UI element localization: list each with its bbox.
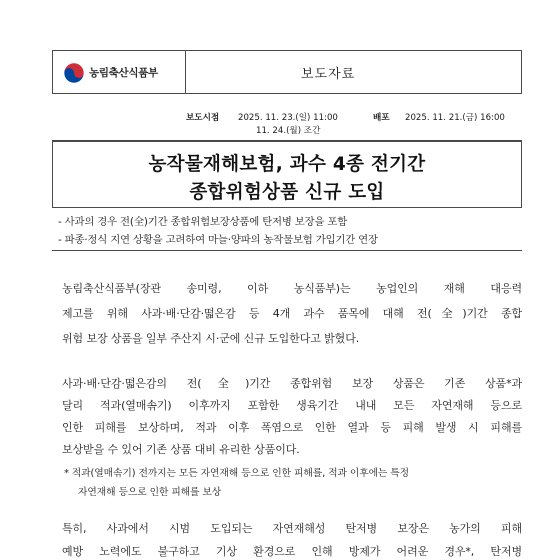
document-type: 보도자료 — [301, 67, 356, 82]
subtitle-bullet: - 파종·정식 지연 상황을 고려하여 마늘·양파의 농작물보험 가입기간 연장 — [58, 234, 378, 246]
distribution-label: 배포 — [373, 113, 390, 123]
body-line: 예방 노력에도 불구하고 기상 환경으로 인해 방제가 어려운 경우*, 탄저병 — [62, 545, 522, 558]
body-line: 달리 적과(열매솎기) 이후까지 포함한 생육기간 내내 모든 자연재해 등으로 — [62, 399, 522, 412]
header-divider — [185, 51, 186, 93]
subtitle-divider — [52, 250, 522, 251]
title-box — [52, 140, 522, 208]
body-line: 보상받을 수 있어 기존 상품 대비 유리한 상품이다. — [62, 443, 300, 456]
ministry-logo — [63, 62, 183, 84]
header-box — [52, 50, 522, 94]
body-line: 위험 보장 상품을 일부 주산지 시·군에 신규 도입한다고 밝혔다. — [62, 332, 360, 345]
embargo-time: 2025. 11. 23.(일) 11:00 — [238, 113, 338, 123]
ministry-name: 농림축산식품부 — [89, 67, 158, 79]
body-line: 특히, 사과에서 시범 도입되는 자연재해성 탄저병 보장은 농가의 피해 — [62, 522, 522, 535]
body-line: 제고를 위해 사과·배·단감·떫은감 등 4개 과수 품목에 대해 전(全)기간 종합 — [62, 307, 522, 320]
distribution-time: 2025. 11. 21.(금) 16:00 — [405, 113, 505, 123]
body-line: 인한 피해를 보상하며, 적과 이후 폭염으로 인한 열과 등 피해 발생 시 피해를 — [62, 421, 522, 434]
taegeuk-emblem-icon — [63, 62, 85, 84]
embargo-label: 보도시점 — [186, 113, 220, 123]
headline-line-2: 종합위험상품 신규 도입 — [189, 182, 385, 203]
body-line: 농림축산식품부(장관 송미령, 이하 농식품부)는 농업인의 재해 대응력 — [62, 282, 522, 295]
embargo-edition: 11. 24.(월) 조간 — [256, 126, 321, 136]
footnote-line: 자연재해 등으로 인한 피해를 보상 — [78, 487, 222, 498]
body-line: 사과·배·단감·떫은감의 전(全)기간 종합위험 보장 상품은 기존 상품*과 — [62, 377, 522, 390]
headline-line-1: 농작물재해보험, 과수 4종 전기간 — [148, 154, 426, 175]
footnote-line: * 적과(열매솎기) 전까지는 모든 자연재해 등으로 인한 피해를, 적과 이후에는 특정 — [64, 468, 410, 479]
subtitle-bullet: - 사과의 경우 전(全)기간 종합위험보장상품에 탄저병 보장을 포함 — [58, 216, 348, 228]
